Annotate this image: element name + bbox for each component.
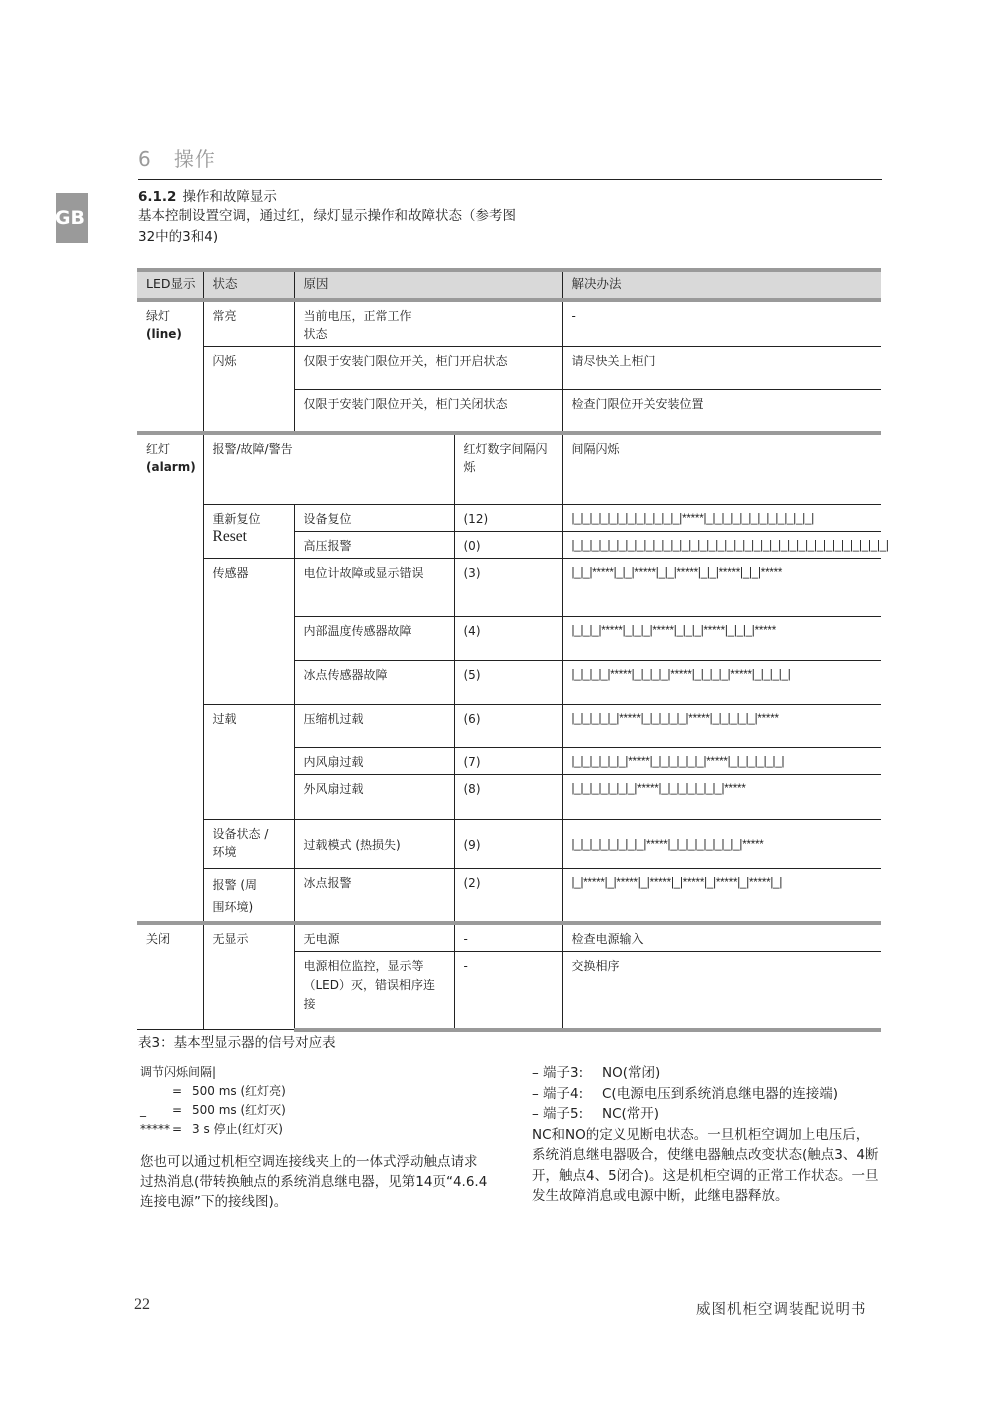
off-code-2: - (454, 952, 562, 1030)
table-row (137, 820, 881, 869)
green-blink-cause-2: 仅限于安装门限位开关，柜门关闭状态 (294, 390, 562, 433)
intro-text: 基本控制设置空调，通过红，绿灯显示操作和故障状态（参考图32中的3和4) (138, 208, 516, 245)
legend-text: 3 s 停止(红灯灭) (192, 1122, 283, 1136)
section-number: 6.1.2 (138, 189, 177, 205)
terminal-item (532, 1104, 882, 1125)
red-code: (5) (454, 661, 562, 705)
section-title: 操作和故障显示 (182, 189, 277, 205)
book-title: 威图机柜空调装配说明书 (696, 1302, 867, 1318)
red-cause: 压缩机过载 (294, 705, 454, 748)
off-code-1: - (454, 923, 562, 952)
chapter-heading (138, 143, 216, 172)
legend-symbol: ***** (140, 1122, 170, 1136)
terminal-item (532, 1084, 882, 1105)
red-cause: 冰点传感器故障 (294, 661, 454, 705)
blink-legend (140, 1063, 286, 1139)
overload-state: 过载 (203, 705, 294, 820)
blink-pattern: |_|_|_|_|_|*****|_|_|_|_|_|*****|_|_|_|_|_|***** (562, 705, 881, 748)
col-cause: 原因 (294, 270, 562, 300)
off-cause-2: 电源相位监控，显示等（LED）灭，错误相序连接 (294, 952, 454, 1030)
legend-item: ***** = 3 s 停止(红灯灭) (140, 1120, 286, 1139)
red-cause: 电位计故障或显示错误 (294, 559, 454, 617)
table-row (137, 347, 881, 390)
legend-item: _ = 500 ms (红灯灭) (140, 1101, 286, 1120)
page-number: 22 (134, 1296, 150, 1313)
red-header-code: 红灯数字间隔闪烁 (454, 433, 562, 505)
legend-symbol: _ (140, 1103, 146, 1117)
table-row (137, 923, 881, 952)
language-tab: GB (56, 193, 88, 243)
off-solution-2: 交换相序 (562, 952, 881, 1030)
terminal-key: – 端子4: (532, 1085, 584, 1102)
col-led: LED显示 (137, 270, 203, 300)
red-cause: 设备复位 (294, 505, 454, 532)
red-code: (4) (454, 617, 562, 661)
red-code: (2) (454, 869, 562, 924)
table-header-row (137, 270, 881, 300)
reset-state-en: Reset (212, 528, 247, 545)
chapter-divider (138, 179, 882, 180)
blink-pattern: |_|*****|_|*****|_|*****|_|*****|_|*****|_|*****|_| (562, 869, 881, 924)
legend-symbol (140, 1082, 172, 1101)
green-led-label: 绿灯 (146, 309, 171, 323)
terminal-key: – 端子5: (532, 1106, 584, 1122)
green-led-sub: (line) (146, 327, 182, 341)
relay-paragraph: NC和NO的定义见断电状态。一旦机柜空调加上电压后，系统消息继电器吸合，使继电器触点改变状态(触点3、4断开，触点4、5闭合)。这是机柜空调的正常工作状态。一旦发生故障消息或电源中断，此继电器释放。 (532, 1126, 879, 1204)
green-blink-solution-1: 请尽快关上柜门 (562, 347, 881, 390)
terminal-description (532, 1063, 882, 1207)
green-led-cell (137, 300, 203, 433)
green-blink-state: 闪烁 (203, 347, 294, 433)
terminal-item (532, 1063, 882, 1084)
reset-state-cell (203, 505, 294, 559)
green-steady-cause: 当前电压，正常工作状态 (294, 300, 562, 347)
red-code: (0) (454, 532, 562, 559)
table-row (137, 433, 881, 505)
legend-title: 调节闪烁间隔| (140, 1065, 217, 1079)
red-code: (3) (454, 559, 562, 617)
chapter-title: 操作 (173, 147, 216, 171)
terminal-value: NC(常开) (602, 1106, 660, 1122)
red-cause: 过载模式 (热损失) (294, 820, 454, 869)
legend-item: = 500 ms (红灯亮) (140, 1082, 286, 1101)
red-cause: 内部温度传感器故障 (294, 617, 454, 661)
red-cause: 高压报警 (294, 532, 454, 559)
red-group (137, 433, 889, 924)
blink-pattern: |_|_|*****|_|_|*****|_|_|*****|_|_|*****|_|_|***** (562, 559, 881, 617)
red-led-cell (137, 433, 203, 924)
off-led: 关闭 (137, 923, 203, 1030)
sensor-state: 传感器 (203, 559, 294, 705)
reset-state: 重新复位 (212, 512, 261, 526)
blink-pattern: |_|_|_|_|_|_|_|_|*****|_|_|_|_|_|_|_|_|***** (562, 820, 881, 869)
off-solution-1: 检查电源输入 (562, 923, 881, 952)
float-contact-paragraph: 您也可以通过机柜空调连接线夹上的一体式浮动触点请求过热消息(带转换触点的系统消息继电器，见第14页“4.6.4连接电源”下的接线图)。 (140, 1154, 488, 1210)
table-row (137, 869, 881, 924)
col-state: 状态 (203, 270, 294, 300)
red-header-state: 报警/故障/警告 (203, 433, 454, 505)
red-cause: 内风扇过载 (294, 748, 454, 775)
red-code: (8) (454, 775, 562, 820)
red-cause: 冰点报警 (294, 869, 454, 924)
chapter-number: 6 (138, 147, 152, 171)
red-code: (7) (454, 748, 562, 775)
blink-pattern: |_|_|_|_|_|_|_|_|_|_|_|_|_|_|_|_|_|_|_|_|_|_|_|_|_|_|_|_|_|_|_|_|_|_|_| (562, 532, 881, 559)
col-solution: 解决办法 (562, 270, 881, 300)
red-led-sub: (alarm) (146, 459, 196, 474)
red-led-label: 红灯 (146, 441, 171, 456)
green-steady-solution: - (562, 300, 881, 347)
off-cause-1: 无电源 (294, 923, 454, 952)
terminal-value: C(电源电压到系统消息继电器的连接端) (602, 1085, 838, 1102)
device-state: 设备状态 / 环境 (203, 820, 294, 869)
blink-pattern: |_|_|_|_|_|_|_|*****|_|_|_|_|_|_|_|***** (562, 775, 881, 820)
green-blink-solution-2: 检查门限位开关安装位置 (562, 390, 881, 433)
alarm-state: 报警 (周围环境) (203, 869, 294, 924)
off-state: 无显示 (203, 923, 294, 1030)
terminal-key: – 端子3: (532, 1065, 584, 1081)
green-group (137, 300, 881, 433)
blink-pattern: |_|_|_|*****|_|_|_|*****|_|_|_|*****|_|_|_|***** (562, 617, 881, 661)
blink-pattern: |_|_|_|_|_|_|_|_|_|_|_|_|*****|_|_|_|_|_|_|_|_|_|_|_|_| (562, 505, 881, 532)
legend-text: 500 ms (红灯灭) (192, 1103, 286, 1117)
section-heading (138, 185, 277, 205)
table-row (137, 505, 881, 532)
red-code: (12) (454, 505, 562, 532)
table-row (137, 705, 881, 748)
signal-table (137, 268, 889, 1032)
red-header-solution: 间隔闪烁 (562, 433, 881, 505)
off-group (137, 923, 881, 1030)
table-row (137, 300, 881, 347)
red-code: (6) (454, 705, 562, 748)
green-blink-cause-1: 仅限于安装门限位开关，柜门开启状态 (294, 347, 562, 390)
green-steady-state: 常亮 (203, 300, 294, 347)
table-row (137, 559, 881, 617)
table-caption: 表3：基本型显示器的信号对应表 (138, 1035, 336, 1051)
terminal-value: NO(常闭) (602, 1065, 661, 1081)
blink-pattern: |_|_|_|_|*****|_|_|_|_|*****|_|_|_|_|*****|_|_|_|_| (562, 661, 881, 705)
legend-text: 500 ms (红灯亮) (192, 1084, 286, 1098)
red-code: (9) (454, 820, 562, 869)
red-cause: 外风扇过载 (294, 775, 454, 820)
blink-pattern: |_|_|_|_|_|_|*****|_|_|_|_|_|_|*****|_|_|_|_|_|_| (562, 748, 881, 775)
